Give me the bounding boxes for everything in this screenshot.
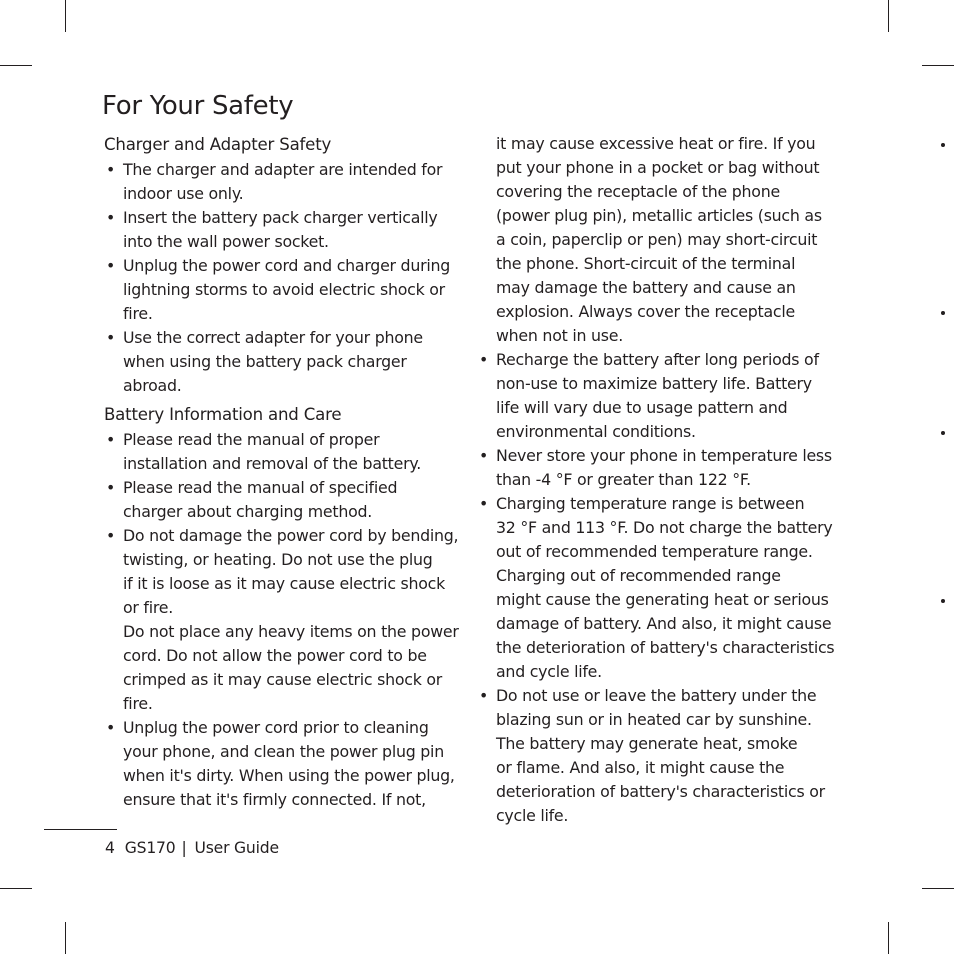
text-line: ensure that it's firmly connected. If not, xyxy=(123,790,426,809)
text-line: fire. xyxy=(123,694,153,713)
text-line: fire. xyxy=(123,304,153,323)
text-line: • Unplug the power cord and charger during xyxy=(123,256,451,275)
text-line: or flame. And also, it might cause the xyxy=(496,758,785,777)
crop-mark xyxy=(0,888,32,889)
text-line: into the wall power socket. xyxy=(123,232,329,251)
text-line: and cycle life. xyxy=(496,662,602,681)
text-line: charger about charging method. xyxy=(123,502,373,521)
text-line: • Never store your phone in temperature less xyxy=(496,446,832,465)
text-line: • Do not damage the power cord by bending, xyxy=(123,526,459,545)
text-line: the phone. Short-circuit of the terminal xyxy=(496,254,796,273)
crop-mark xyxy=(922,888,954,889)
list-item xyxy=(104,206,466,254)
battery-section-heading: Battery Information and Care xyxy=(104,405,342,424)
text-line: • Please read the manual of specified xyxy=(123,478,398,497)
battery-care-list-continued xyxy=(477,132,842,348)
page-number: 4 xyxy=(105,839,115,857)
text-line: installation and removal of the battery. xyxy=(123,454,421,473)
battery-care-list-more xyxy=(477,348,842,828)
text-line: blazing sun or in heated car by sunshine. xyxy=(496,710,812,729)
text-line: when not in use. xyxy=(496,326,623,345)
margin-bullet-mark xyxy=(941,431,945,435)
charger-safety-list xyxy=(104,158,466,398)
battery-care-list xyxy=(104,428,466,812)
text-line: cycle life. xyxy=(496,806,569,825)
page-footer xyxy=(105,836,279,860)
crop-mark xyxy=(888,922,889,954)
text-line: • Recharge the battery after long periods of xyxy=(496,350,819,369)
crop-mark xyxy=(0,65,32,66)
margin-bullet-mark xyxy=(941,143,945,147)
text-line: deterioration of battery's characteristics or xyxy=(496,782,825,801)
page-title: For Your Safety xyxy=(102,91,294,121)
text-line: than -4 °F or greater than 122 °F. xyxy=(496,470,751,489)
list-item xyxy=(104,428,466,476)
crop-mark xyxy=(65,922,66,954)
text-line: • Please read the manual of proper xyxy=(123,430,380,449)
list-item xyxy=(477,348,842,444)
list-item xyxy=(104,326,466,398)
text-line: non-use to maximize battery life. Battery xyxy=(496,374,812,393)
list-item xyxy=(104,524,466,716)
text-line: lightning storms to avoid electric shock or xyxy=(123,280,445,299)
list-item xyxy=(477,684,842,828)
crop-mark xyxy=(888,0,889,32)
text-line: • Insert the battery pack charger vertically xyxy=(123,208,438,227)
text-line: 32 °F and 113 °F. Do not charge the battery xyxy=(496,518,833,537)
crop-mark xyxy=(922,65,954,66)
text-line: might cause the generating heat or serious xyxy=(496,590,829,609)
text-line: life will vary due to usage pattern and xyxy=(496,398,788,417)
text-line: a coin, paperclip or pen) may short-circuit xyxy=(496,230,818,249)
charger-section-heading: Charger and Adapter Safety xyxy=(104,135,332,154)
text-line: environmental conditions. xyxy=(496,422,696,441)
text-line: may damage the battery and cause an xyxy=(496,278,796,297)
left-column xyxy=(104,132,466,812)
margin-bullet-mark xyxy=(941,599,945,603)
list-item xyxy=(477,444,842,492)
text-line: damage of battery. And also, it might cause xyxy=(496,614,832,633)
text-line: • The charger and adapter are intended for xyxy=(123,160,443,179)
product-name: GS170 xyxy=(124,839,176,857)
list-item-continued xyxy=(477,132,842,348)
footer-separator: | xyxy=(181,839,187,857)
text-line: twisting, or heating. Do not use the plug xyxy=(123,550,433,569)
text-line: put your phone in a pocket or bag without xyxy=(496,158,820,177)
text-line: • Use the correct adapter for your phone xyxy=(123,328,423,347)
text-line: or fire. xyxy=(123,598,174,617)
text-line: • Do not use or leave the battery under the xyxy=(496,686,817,705)
text-line: out of recommended temperature range. xyxy=(496,542,813,561)
text-line: abroad. xyxy=(123,376,182,395)
text-line: indoor use only. xyxy=(123,184,244,203)
text-line: your phone, and clean the power plug pin xyxy=(123,742,444,761)
text-line: it may cause excessive heat or fire. If you xyxy=(496,134,816,153)
guide-name: User Guide xyxy=(194,839,279,857)
text-line: cord. Do not allow the power cord to be xyxy=(123,646,427,665)
text-line: covering the receptacle of the phone xyxy=(496,182,780,201)
list-item xyxy=(104,716,466,812)
text-line: • Unplug the power cord prior to cleaning xyxy=(123,718,429,737)
text-line: crimped as it may cause electric shock or xyxy=(123,670,443,689)
text-line: Charging out of recommended range xyxy=(496,566,781,585)
crop-mark xyxy=(65,0,66,32)
text-line: when using the battery pack charger xyxy=(123,352,407,371)
text-line: if it is loose as it may cause electric shock xyxy=(123,574,446,593)
list-item xyxy=(104,254,466,326)
margin-bullet-mark xyxy=(941,311,945,315)
footer-rule xyxy=(44,829,117,830)
text-line: when it's dirty. When using the power plug, xyxy=(123,766,455,785)
text-line: (power plug pin), metallic articles (such as xyxy=(496,206,822,225)
right-column xyxy=(477,132,842,828)
text-line: • Charging temperature range is between xyxy=(496,494,805,513)
text-line: Do not place any heavy items on the power xyxy=(123,622,459,641)
text-line: the deterioration of battery's characteristics xyxy=(496,638,835,657)
list-item xyxy=(477,492,842,684)
list-item xyxy=(104,158,466,206)
list-item xyxy=(104,476,466,524)
text-line: The battery may generate heat, smoke xyxy=(496,734,798,753)
text-line: explosion. Always cover the receptacle xyxy=(496,302,795,321)
